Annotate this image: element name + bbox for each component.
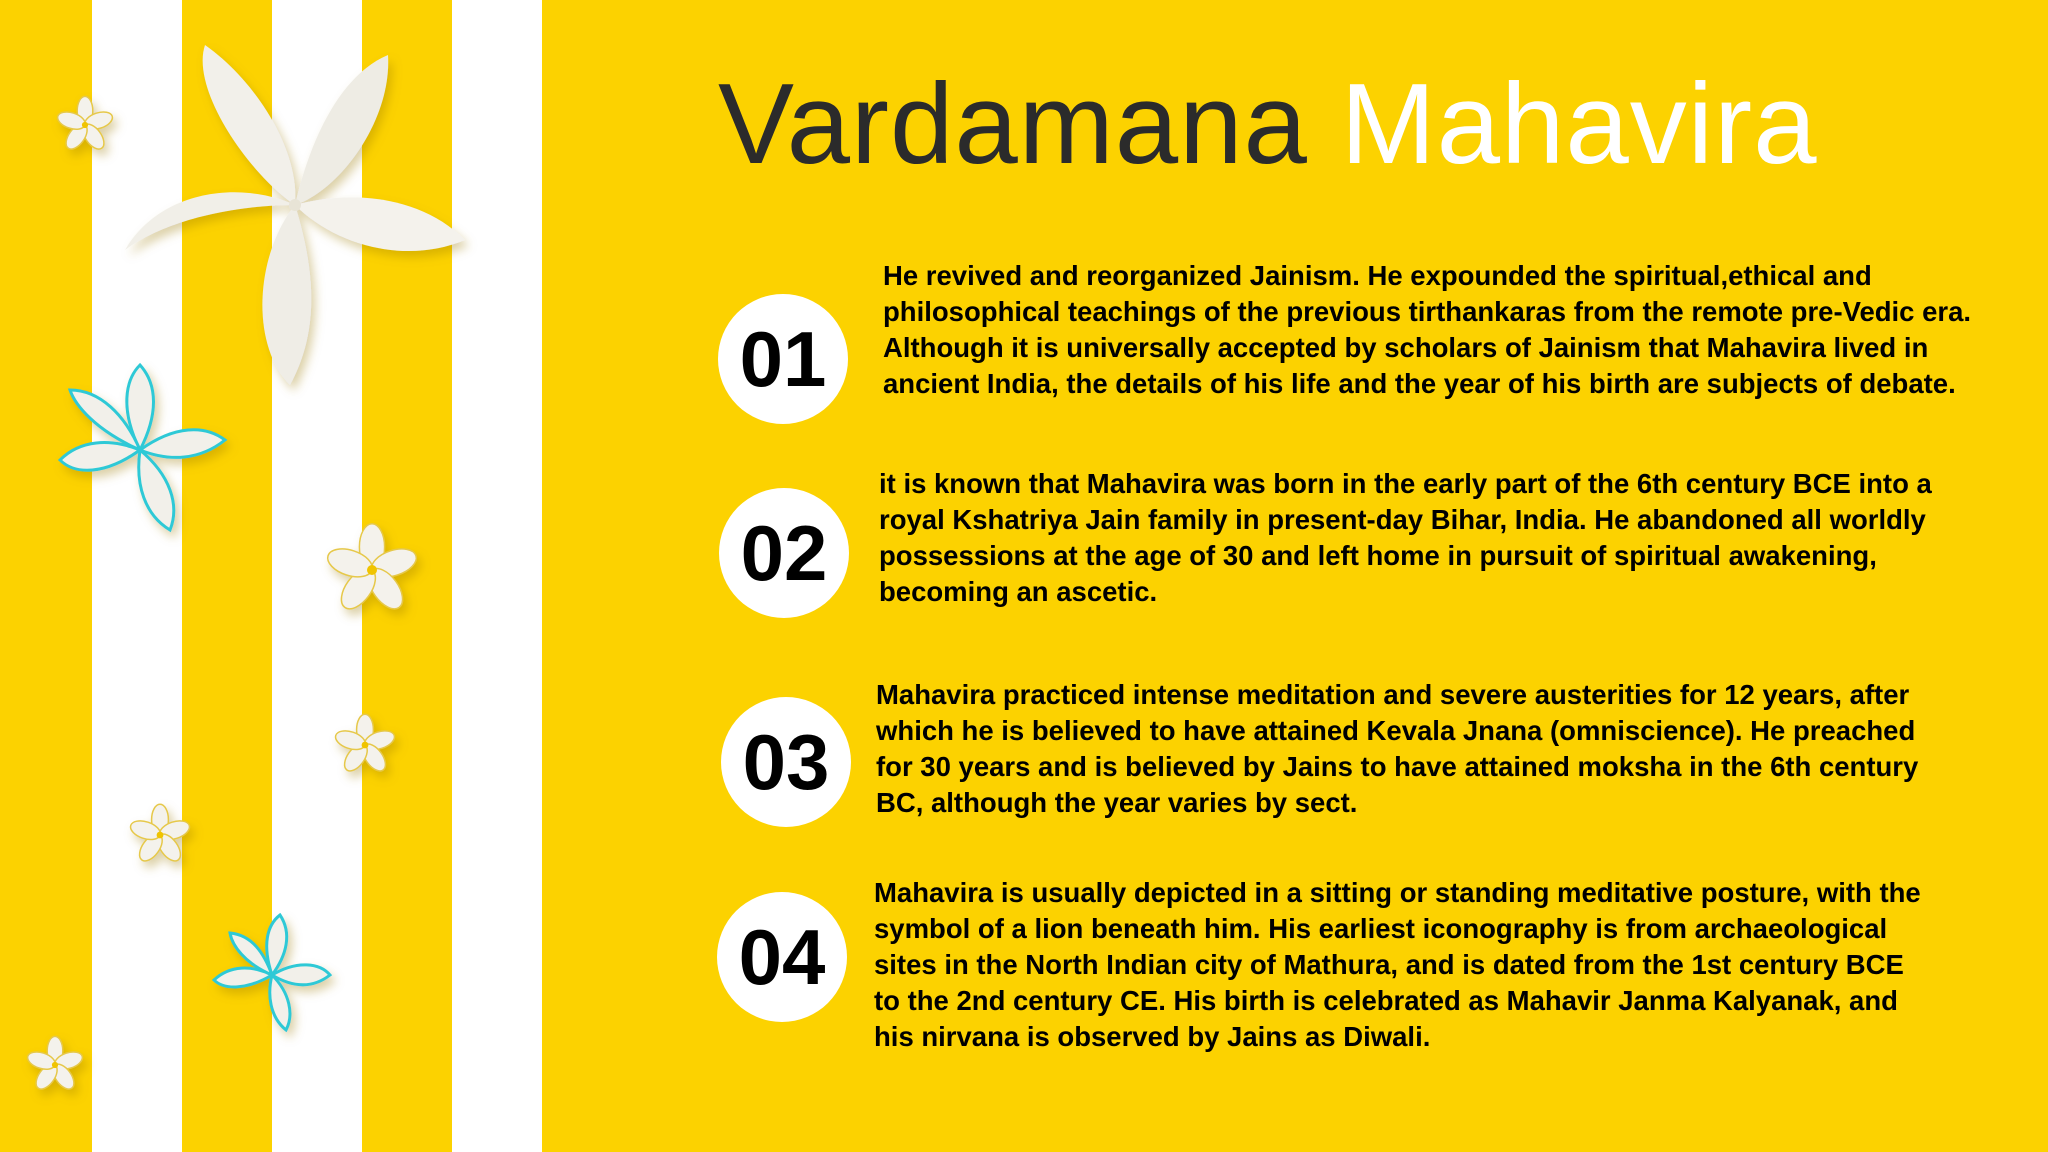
number-badge: 03: [721, 697, 851, 827]
small-white-flower-icon: [128, 804, 192, 865]
number-badge: 04: [717, 892, 847, 1022]
item-text: Mahavira is usually depicted in a sitting or standing meditative posture, with the symbol of a lion beneath him. His earliest iconography is from archaeological sites in the North Indian city of Mathura, and is dated from the 1st century BCE to the 2nd century CE. His birth is celebrated as Mahavir Janma Kalyanak, and his nirvana is observed by Jains as Diwali.: [874, 877, 1921, 1052]
small-white-flower-icon: [324, 524, 420, 615]
small-white-flower-icon: [333, 714, 397, 775]
large-white-flower-icon: [125, 45, 465, 385]
item-text: it is known that Mahavira was born in the early part of the 6th century BCE into a royal Kshatriya Jain family in present-day Bihar, India. He abandoned all worldly possessions at the age of 30 and left home in pursuit of spiritual awakening, becoming an ascetic.: [879, 468, 1932, 607]
title-word-dark: Vardamana: [718, 61, 1308, 188]
teal-edged-flower-icon: [214, 915, 330, 1030]
number-badge: 01: [718, 294, 848, 424]
item-text: Mahavira practiced intense meditation and severe austerities for 12 years, after which he is believed to have attained Kevala Jnana (omniscience). He preached for 30 years and is believed by Jains to have attained moksha in the 6th century BC, although the year varies by sect.: [876, 679, 1919, 818]
small-white-flower-icon: [25, 1036, 84, 1092]
item-text: He revived and reorganized Jainism. He expounded the spiritual,ethical and philosophical teachings of the previous tirthankaras from the remote pre-Vedic era. Although it is universally accepted by scholars of Jainism that Mahavira lived in ancient India, the details of his life and the year of his birth are subjects of debate.: [883, 260, 1972, 399]
number-badge: 02: [719, 488, 849, 618]
teal-edged-flower-icon: [60, 365, 225, 530]
flower-decoration: [0, 0, 560, 1152]
small-white-flower-icon: [55, 96, 114, 152]
page-title: [718, 62, 1817, 187]
title-word-light: Mahavira: [1340, 61, 1818, 188]
